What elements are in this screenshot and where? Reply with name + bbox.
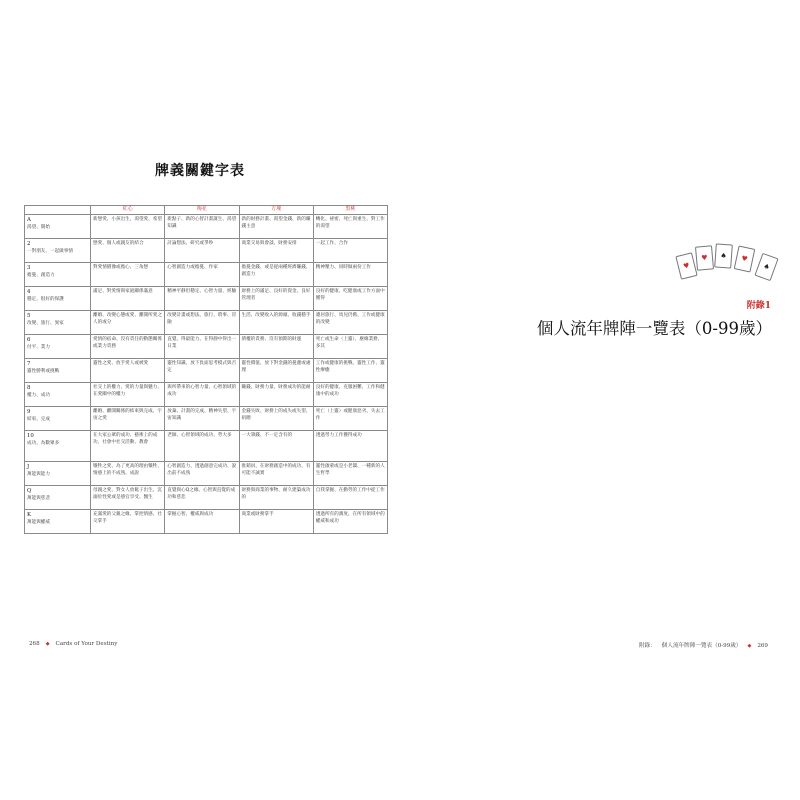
clubs-cell: 討論想法、研究或爭吵	[165, 238, 239, 262]
diamonds-cell: 靈性價值、放下對金錢的憂慮或處理	[239, 358, 313, 382]
row-label-cell	[25, 509, 91, 533]
diamonds-cell: 商業交易與會談、財務安排	[239, 238, 313, 262]
footer-chapter-title: 個人流年牌陣一覽表（0-99歲）	[661, 643, 742, 649]
rank-label: K	[27, 511, 32, 518]
spades-card-icon: ♠	[714, 243, 733, 268]
spades-cell: 轉化、祕密、死亡與重生、對工作的渴望	[313, 214, 387, 238]
clubs-cell: 心智創造力或擔憂、作家	[165, 262, 239, 286]
spades-cell: 一起工作、合作	[313, 238, 387, 262]
hearts-cell: 犧牲之愛、為了更高的理由犧牲、情感上的不成熟、成說	[91, 461, 165, 485]
clubs-cell: 精神平靜但穩定、心智力量、經驗	[165, 286, 239, 310]
rank-label: J	[27, 463, 30, 470]
diamonds-cell: 賺錢、財務力量、財務成功的能耐	[239, 382, 313, 406]
hearts-cell: 母親之愛、對女人放鬆子出生、沉溺於性愛或是感官享受、醫生	[91, 485, 165, 509]
rank-label: 5	[27, 312, 31, 319]
diamonds-cell: 推銷員、在財務創造中的成功、有可能不誠實	[239, 461, 313, 485]
table-title: 牌義關鍵字表	[155, 163, 245, 179]
rank-meaning: 萬能與權威	[27, 520, 50, 526]
row-label-cell	[25, 286, 91, 310]
row-label-cell	[25, 358, 91, 382]
rank-meaning: 萬能與慈悲	[27, 496, 50, 502]
header-hearts: 紅心	[91, 206, 165, 215]
hearts-cell: 靈性之愛、放手愛人或被愛	[91, 358, 165, 382]
table-row	[25, 461, 388, 485]
table-row	[25, 509, 388, 533]
spades-cell: 死亡或生命（上靈）、塵緣業務、多其	[313, 334, 387, 358]
row-label-cell	[25, 310, 91, 334]
rank-label: 2	[27, 240, 31, 247]
table-body	[25, 214, 388, 533]
diamonds-cell: 生活、改變收入的源頭、收錢穩手	[239, 310, 313, 334]
table-row	[25, 310, 388, 334]
spades-cell: 遷居旅行、馬兒仍舊、工作或健康的改變	[313, 310, 387, 334]
table-row	[25, 238, 388, 262]
table-row	[25, 358, 388, 382]
diamonds-cell: 一大筆錢、不一定含有的	[239, 430, 313, 461]
hearts-cell: 社交上的權力、愛的力量與魅力、在愛關中的權力	[91, 382, 165, 406]
rank-meaning: 改變、旅行、異家	[27, 321, 64, 327]
diamonds-cell: 金錢失敗、財務上的成失或失望、捐贈	[239, 406, 313, 430]
hearts-cell: 新戀愛、小孩出生、渴望愛、希望	[91, 214, 165, 238]
rank-meaning: 付平、業力	[27, 345, 50, 351]
spades-cell: 良好的健康、克服困難、工作和健康中的成功	[313, 382, 387, 406]
rank-meaning: 權力、成功	[27, 393, 50, 399]
rank-label: 3	[27, 264, 31, 271]
footer-left	[29, 641, 117, 647]
row-label-cell	[25, 382, 91, 406]
clubs-cell: 心智創造力、透過創意完成功、說出前不成熟	[165, 461, 239, 485]
hearts-cell: 愛情的宿命、沒有責任的動態關係或業力責務	[91, 334, 165, 358]
header-blank	[25, 206, 91, 215]
spades-card-icon: ♠	[754, 253, 778, 281]
table-row	[25, 286, 388, 310]
clubs-cell: 直覺、得最能力、在得靜中得出一日業	[165, 334, 239, 358]
appendix-label: 附錄1	[746, 301, 771, 311]
table-header-row	[25, 206, 388, 215]
row-label-cell	[25, 430, 91, 461]
row-label-cell	[25, 406, 91, 430]
clubs-cell: 與所帶來的心智力量、心智領域的成功	[165, 382, 239, 406]
spades-cell: 工作或健康的挑戰、靈性工作、靈性療癒	[313, 358, 387, 382]
table-row	[25, 382, 388, 406]
diamond-icon: ◆	[45, 641, 50, 647]
book-title: Cards of Your Destiny	[55, 641, 118, 647]
clubs-cell: 老師、心智領域的成功、勞大多	[165, 430, 239, 461]
rank-label: Q	[27, 487, 32, 494]
rank-meaning: 渴望、開始	[27, 225, 50, 231]
rank-meaning: 結束、完成	[27, 417, 50, 423]
clubs-cell: 改變計畫或想法、旅行、瑣事、冒險	[165, 310, 239, 334]
header-spades: 黑桃	[313, 206, 387, 215]
row-label-cell	[25, 262, 91, 286]
spades-cell: 靈性啟蒙或是小老闆、一種新的人生哲學	[313, 461, 387, 485]
chapter-title: 個人流年牌陣一覽表（0-99歲）	[536, 319, 772, 338]
clubs-cell: 新點子、新的心智計畫誕生、渴望知識	[165, 214, 239, 238]
header-diamonds: 方塊	[239, 206, 313, 215]
diamond-icon: ◆	[747, 643, 752, 649]
table-row	[25, 406, 388, 430]
hearts-cell: 戀愛、個人或親友的結合	[91, 238, 165, 262]
rank-meaning: 靈性勝利或挑戰	[27, 369, 60, 375]
hearts-cell: 在大家公眾的成功、藝術上的成功、社會中社交活動、教會	[91, 430, 165, 461]
rank-label: 10	[27, 432, 34, 439]
hearts-cell: 離婚、離開關係的結束與完成、宇宙之愛	[91, 406, 165, 430]
row-label-cell	[25, 334, 91, 358]
keyword-table	[24, 205, 388, 534]
spades-cell: 良好的健康、吃健康或工作方面中獲得	[313, 286, 387, 310]
rank-meaning: 穩定、很好的保護	[27, 297, 64, 303]
rank-label: 7	[27, 360, 31, 367]
rank-meaning: 萬能與能力	[27, 472, 50, 478]
diamonds-cell: 新的財務計畫、渴望金錢、新的賺錢主意	[239, 214, 313, 238]
spades-cell: 透過所有的測度、在所有領域中的權威和成功	[313, 509, 387, 533]
table-row	[25, 214, 388, 238]
row-label-cell	[25, 461, 91, 485]
diamonds-cell: 商業或財務掌手	[239, 509, 313, 533]
header-clubs: 梅花	[165, 206, 239, 215]
rank-meaning: 擔憂、創造力	[27, 273, 55, 279]
row-label-cell	[25, 485, 91, 509]
page-number-left: 268	[29, 641, 40, 647]
clubs-cell: 掌握心智、權威與成功	[165, 509, 239, 533]
diamonds-cell: 財務與商業的事物、耐久建築成功的	[239, 485, 313, 509]
hearts-card-icon: ♥	[695, 245, 714, 270]
hearts-card-icon: ♥	[734, 245, 756, 272]
rank-label: 6	[27, 336, 31, 343]
spades-cell: 精神壓力、同時做兩份工作	[313, 262, 387, 286]
rank-label: 8	[27, 384, 31, 391]
table-row	[25, 262, 388, 286]
table-row	[25, 334, 388, 358]
clubs-cell: 直覺與心Q之緣、心智與直覺的成功和慈悲	[165, 485, 239, 509]
row-label-cell	[25, 214, 91, 238]
rank-label: A	[27, 216, 31, 223]
hearts-cell: 離婚、改變心態或愛、離開所愛之人的或分	[91, 310, 165, 334]
hearts-cell: 對愛情猶豫或擔心、三角戀	[91, 262, 165, 286]
page-number-right: 269	[757, 643, 768, 649]
hearts-card-icon: ♥	[675, 252, 697, 279]
rank-label: 9	[27, 408, 31, 415]
diamonds-cell: 債權的責務、沒有預期的財運	[239, 334, 313, 358]
diamonds-cell: 擔憂金錢、或是從兩種經濟賺錢、創造力	[239, 262, 313, 286]
hearts-cell: 充滿愛的父親之緣、掌控情感、社交掌手	[91, 509, 165, 533]
clubs-cell: 靈性知識、放下負面思考模式與否定	[165, 358, 239, 382]
rank-meaning: 一對朋友、一起做事情	[27, 249, 73, 255]
row-label-cell	[25, 238, 91, 262]
right-page	[400, 0, 800, 800]
clubs-cell: 放棄、計畫的完成、精神失望、宇宙知識	[165, 406, 239, 430]
footer-right	[639, 641, 768, 649]
rank-label: 4	[27, 288, 31, 295]
spades-cell: 透過勞力工作獲得成功	[313, 430, 387, 461]
hearts-cell: 滿足、對愛情與家庭關係滿意	[91, 286, 165, 310]
table-row	[25, 430, 388, 461]
table-row	[25, 485, 388, 509]
diamonds-cell: 財務上的滿足、良好的資金、良好管理者	[239, 286, 313, 310]
spades-cell: 自我掌握、在勤勞的工作中從工作	[313, 485, 387, 509]
spades-cell: 死亡（上靈）或健康惡劣、失去工作	[313, 406, 387, 430]
rank-meaning: 成功、為數眾多	[27, 441, 60, 447]
footer-section: 附錄：	[638, 643, 656, 649]
